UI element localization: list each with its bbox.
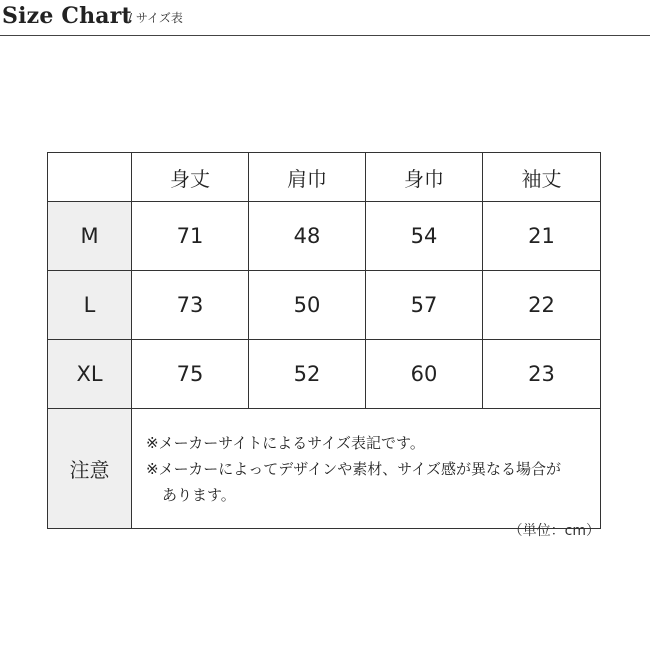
column-header: 身巾 — [366, 153, 483, 202]
table-cell: 54 — [366, 202, 483, 271]
page-subtitle: / サイズ表 — [128, 11, 183, 25]
note-line: ※メーカーサイトによるサイズ表記です。 — [146, 433, 425, 452]
table-cell: 57 — [366, 271, 483, 340]
table-corner-cell — [48, 153, 132, 202]
table-cell: 21 — [483, 202, 601, 271]
column-header: 肩巾 — [249, 153, 366, 202]
table-cell: 75 — [132, 340, 249, 409]
table-row — [48, 271, 601, 340]
note-row — [48, 409, 601, 529]
page-title: Size Chart — [2, 3, 132, 29]
table-header-row — [48, 153, 601, 202]
table-cell: 50 — [249, 271, 366, 340]
table-cell: 48 — [249, 202, 366, 271]
column-header: 袖丈 — [483, 153, 601, 202]
table-cell: 73 — [132, 271, 249, 340]
note-text — [132, 409, 601, 529]
table-row — [48, 202, 601, 271]
table-cell: 52 — [249, 340, 366, 409]
note-line: ※メーカーによってデザインや素材、サイズ感が異なる場合が — [146, 459, 562, 478]
table-cell: 60 — [366, 340, 483, 409]
table-cell: 22 — [483, 271, 601, 340]
table-row — [48, 340, 601, 409]
size-table — [47, 152, 601, 529]
note-label: 注意 — [48, 409, 132, 529]
table-cell: 71 — [132, 202, 249, 271]
size-label: L — [48, 271, 132, 340]
unit-label: （単位：cm） — [508, 523, 600, 539]
size-label: M — [48, 202, 132, 271]
note-line: あります。 — [162, 485, 236, 504]
table-cell: 23 — [483, 340, 601, 409]
column-header: 身丈 — [132, 153, 249, 202]
header — [0, 0, 650, 36]
size-label: XL — [48, 340, 132, 409]
